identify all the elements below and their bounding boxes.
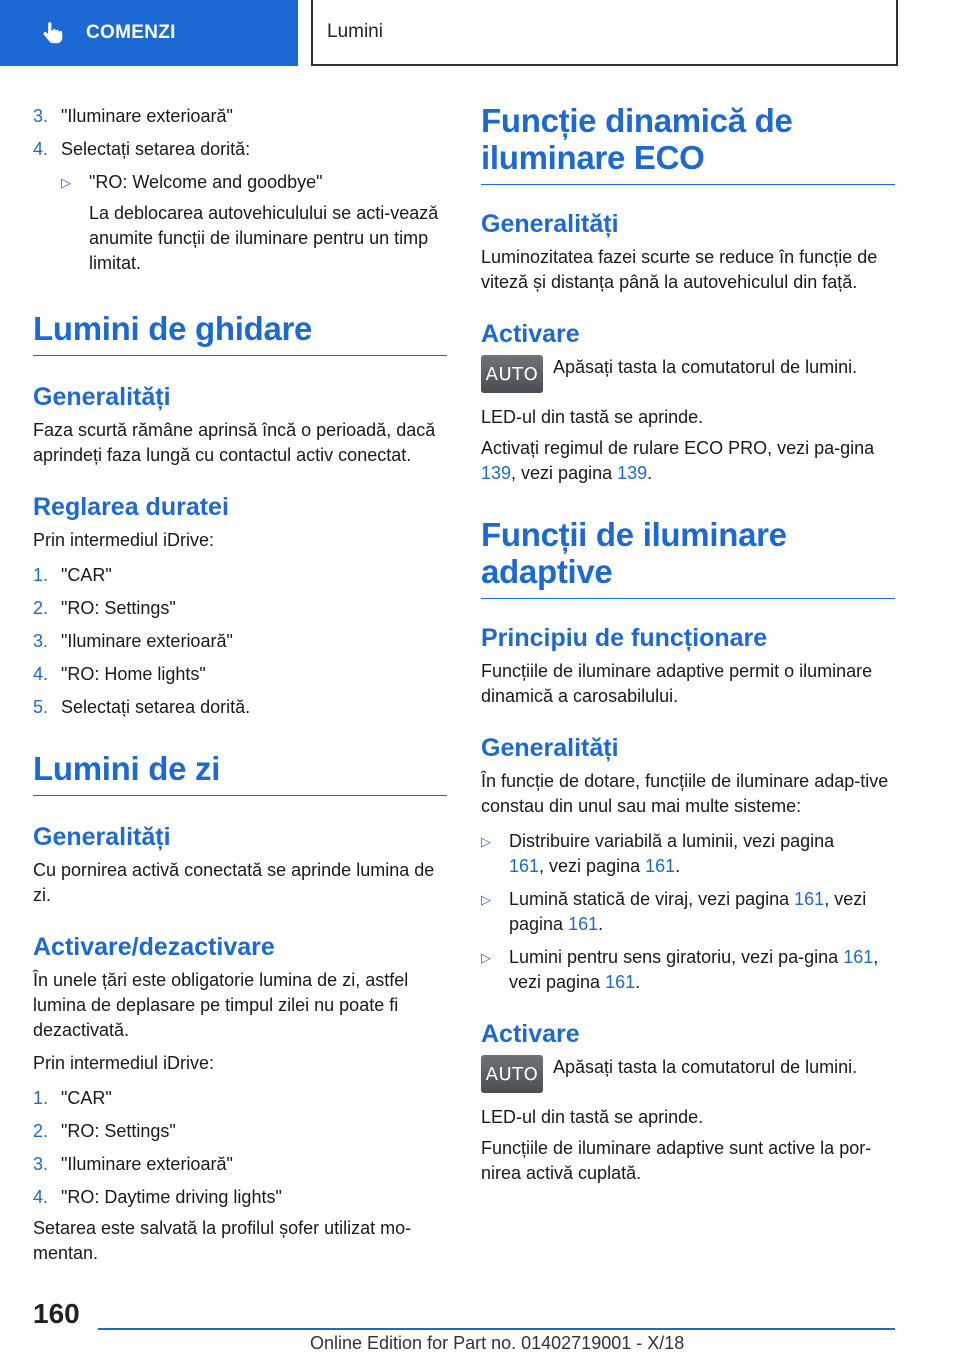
numbered-list [33, 563, 447, 720]
heading-general: Generalități [33, 383, 171, 411]
list-item: 2. "RO: Settings" [33, 598, 176, 618]
list-item: 3. "Iluminare exterioară" [33, 631, 233, 651]
page-number: 160 [33, 1298, 80, 1329]
heading-activation: Activare/dezactivare [33, 933, 275, 961]
paragraph: Setarea este salvată la profilul șofer utilizat mo-mentan. [33, 1218, 412, 1263]
list-item: 1. "CAR" [33, 565, 112, 585]
paragraph: În unele țări este obligatorie lumina de zi, astfel lumina de deplasare pe timpul zilei nu poate fi dezactivată. [33, 970, 409, 1040]
list-item: 1. "CAR" [33, 1088, 112, 1108]
heading-daytime-lights: Lumini de zi [33, 750, 447, 796]
bullet-item: ▷ Distribuire variabilă a luminii, vezi pagina 161, vezi pagina 161. [481, 829, 895, 879]
page-link[interactable]: 161 [794, 889, 825, 909]
right-column [481, 98, 895, 1186]
page-link[interactable]: 161 [605, 972, 636, 992]
heading-adaptive: Funcții de iluminare adaptive [481, 516, 895, 599]
bullet-list [481, 829, 895, 995]
list-number: 4. [33, 139, 49, 159]
bullet-item: ▷ Lumini pentru sens giratoriu, vezi pa-gina 161, vezi pagina 161. [481, 945, 895, 995]
paragraph: Cu pornirea activă conectată se aprinde lumina de zi. [33, 860, 435, 905]
heading-general: Generalități [481, 734, 619, 762]
list-item: 3. "Iluminare exterioară" [33, 1154, 233, 1174]
bullet-description: La deblocarea autovehiculului se acti-veazǎ anumite funcții de iluminare pentru un timp limitat. [89, 203, 439, 273]
list-text: Selectați setarea dorită: [61, 139, 251, 159]
auto-button-icon: AUTO [481, 1055, 543, 1093]
tab-comenzi[interactable] [0, 0, 298, 66]
paragraph: Apăsați tasta la comutatorul de lumini. [553, 357, 858, 377]
paragraph: Activați regimul de rulare ECO PRO, vezi pa-gina 139, vezi pagina 139. [481, 438, 875, 483]
page-link[interactable]: 161 [645, 856, 676, 876]
section-title: Lumini [327, 21, 383, 42]
triangle-bullet-icon: ▷ [481, 834, 491, 849]
paragraph: LED-ul din tastă se aprinde. [481, 1107, 704, 1127]
page-link[interactable]: 139 [617, 463, 648, 483]
left-column [33, 98, 447, 1266]
heading-duration: Reglarea duratei [33, 493, 229, 521]
paragraph: Prin intermediul iDrive: [33, 530, 215, 550]
paragraph: Funcțiile de iluminare adaptive permit o iluminare dinamică a carosabilului. [481, 661, 873, 706]
list-item [33, 104, 447, 129]
paragraph: Faza scurtă rămâne aprinsă încă o perioadă, dacă aprindeți faza lungă cu contactul activ conectat. [33, 420, 436, 465]
list-item: 2. "RO: Settings" [33, 1121, 176, 1141]
section-title-box [311, 0, 898, 66]
list-item [33, 137, 447, 162]
triangle-bullet-icon: ▷ [61, 175, 71, 190]
heading-guide-lights: Lumini de ghidare [33, 310, 447, 356]
heading-general: Generalități [481, 210, 619, 238]
edition-text: Online Edition for Part no. 01402719001 - X/18 [310, 1333, 685, 1353]
page-link[interactable]: 161 [509, 856, 540, 876]
hand-pointer-icon [40, 20, 66, 46]
heading-principle: Principiu de funcționare [481, 624, 768, 652]
list-item: 4. "RO: Home lights" [33, 664, 206, 684]
auto-instruction [481, 355, 895, 393]
paragraph: În funcție de dotare, funcțiile de iluminare adap-tive constau din unul sau mai multe sisteme: [481, 771, 889, 816]
page-link[interactable]: 139 [481, 463, 512, 483]
bullet-item: ▷ Lumină statică de viraj, vezi pagina 161, vezi pagina 161. [481, 887, 895, 937]
list-text: "Iluminare exterioară" [61, 106, 233, 126]
bullet-text: "RO: Welcome and goodbye" [89, 172, 323, 192]
list-item: 4. "RO: Daytime driving lights" [33, 1187, 282, 1207]
auto-button-icon: AUTO [481, 355, 543, 393]
list-item: 5. Selectați setarea dorită. [33, 697, 251, 717]
heading-general: Generalități [33, 823, 171, 851]
paragraph: Apăsați tasta la comutatorul de lumini. [553, 1057, 858, 1077]
footer-divider [98, 1328, 895, 1330]
page-link[interactable]: 161 [843, 947, 874, 967]
page-link[interactable]: 161 [568, 914, 599, 934]
numbered-list [33, 1086, 447, 1210]
bullet-item [61, 170, 447, 276]
heading-activation: Activare [481, 1020, 580, 1048]
auto-instruction [481, 1055, 895, 1093]
heading-eco: Funcție dinamică de iluminare ECO [481, 102, 895, 185]
page-header [0, 0, 960, 66]
triangle-bullet-icon: ▷ [481, 892, 491, 907]
paragraph: Prin intermediul iDrive: [33, 1053, 215, 1073]
paragraph: Luminozitatea fazei scurte se reduce în funcție de viteză și distanța până la autovehiculul din față. [481, 247, 878, 292]
tab-comenzi-label: COMENZI [86, 22, 176, 43]
paragraph: Funcțiile de iluminare adaptive sunt active la por-nirea activă cuplată. [481, 1138, 872, 1183]
paragraph: LED-ul din tastă se aprinde. [481, 407, 704, 427]
triangle-bullet-icon: ▷ [481, 950, 491, 965]
list-number: 3. [33, 106, 49, 126]
heading-activation: Activare [481, 320, 580, 348]
